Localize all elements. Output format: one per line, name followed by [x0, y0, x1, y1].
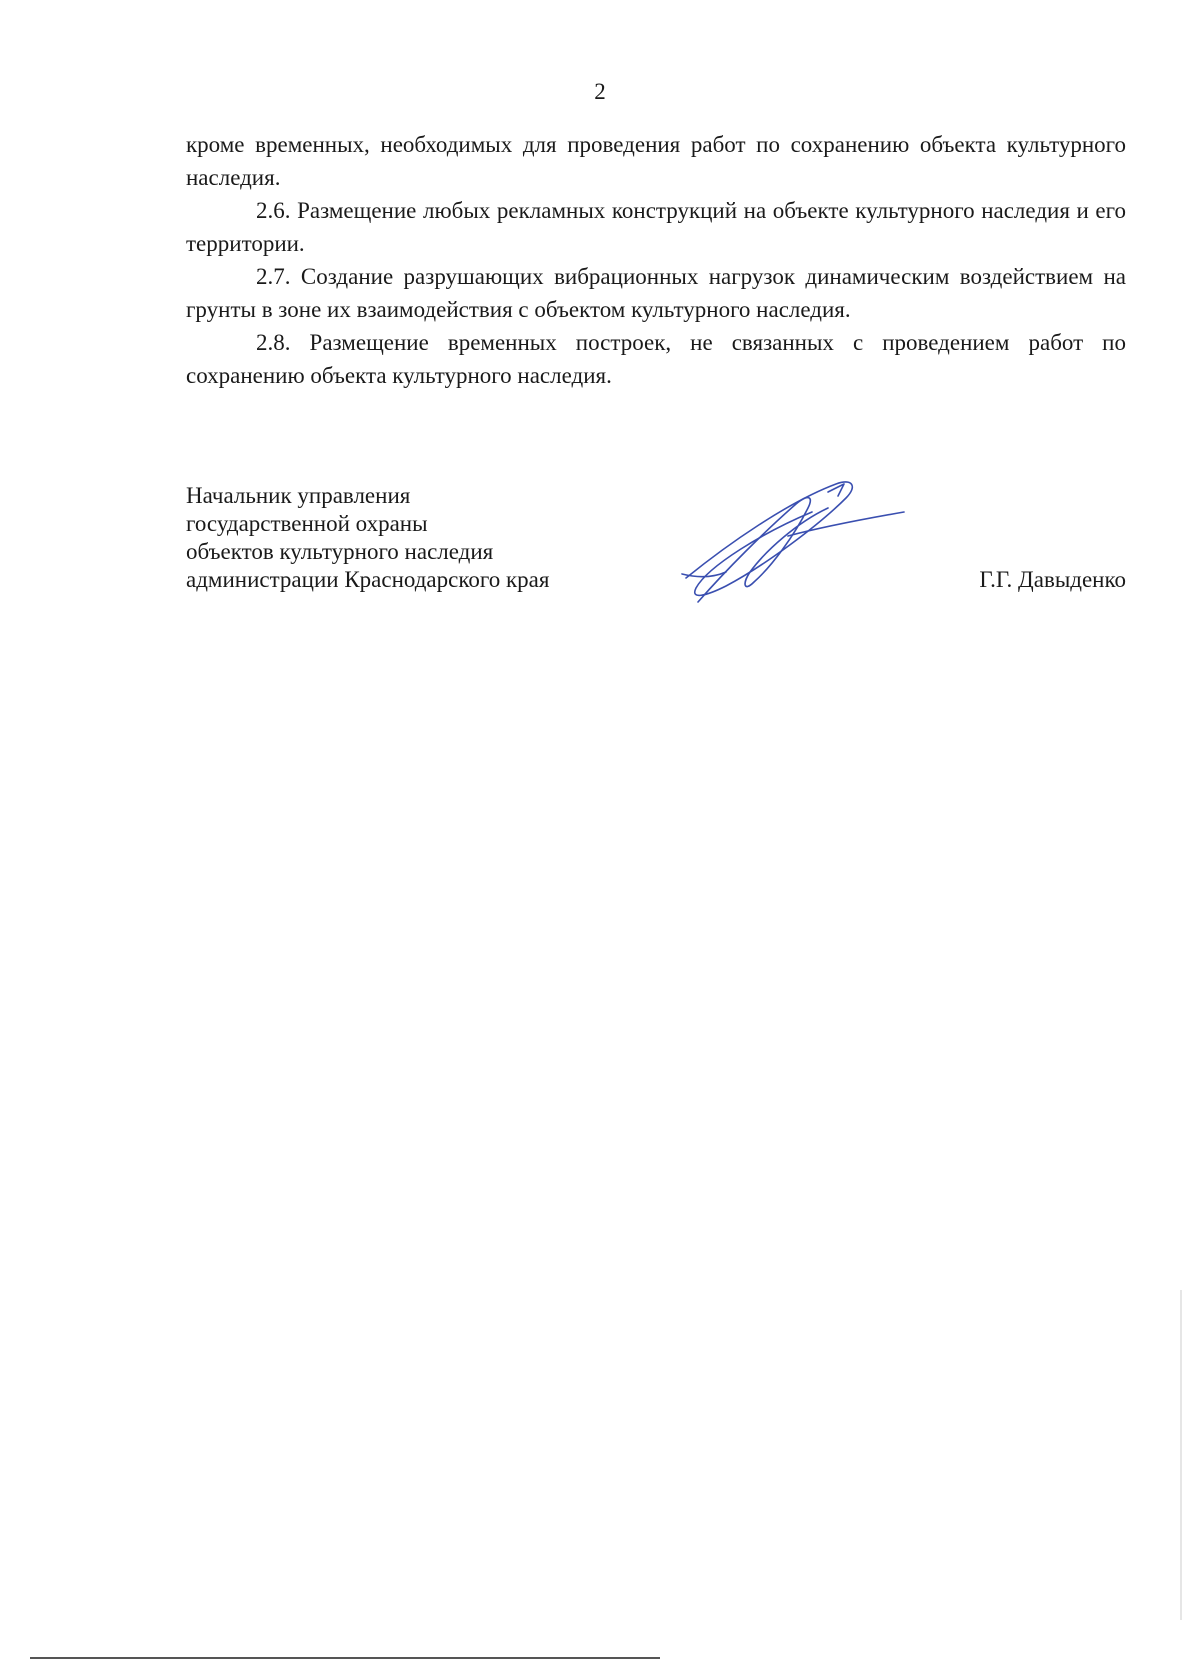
- position-line: объектов культурного наследия: [186, 539, 494, 564]
- position-line: администрации Краснодарского края: [186, 567, 550, 592]
- handwritten-signature: [668, 474, 928, 614]
- position-line: государственной охраны: [186, 511, 428, 536]
- paragraph-continuation: кроме временных, необходимых для проведения работ по сохранению объекта культурного наследия.: [186, 132, 1126, 190]
- paragraph-item-2-8: 2.8. Размещение временных построек, не связанных с проведением работ по сохранению объекта культурного наследия.: [186, 330, 1126, 388]
- position-line: Начальник управления: [186, 483, 411, 508]
- page-number: 2: [594, 79, 606, 104]
- signer-position: [186, 482, 549, 594]
- scan-edge-shadow: [1180, 1290, 1182, 1620]
- signature-block: [186, 482, 1126, 642]
- signer-name: Г.Г. Давыденко: [979, 567, 1126, 592]
- paragraph-item-2-6: 2.6. Размещение любых рекламных конструкций на объекте культурного наследия и его территории.: [186, 198, 1126, 256]
- document-body: [186, 128, 1126, 392]
- paragraph-item-2-7: 2.7. Создание разрушающих вибрационных нагрузок динамическим воздействием на грунты в зоне их взаимодействия с объектом культурного наследия.: [186, 264, 1126, 322]
- footer-rule: [30, 1657, 660, 1659]
